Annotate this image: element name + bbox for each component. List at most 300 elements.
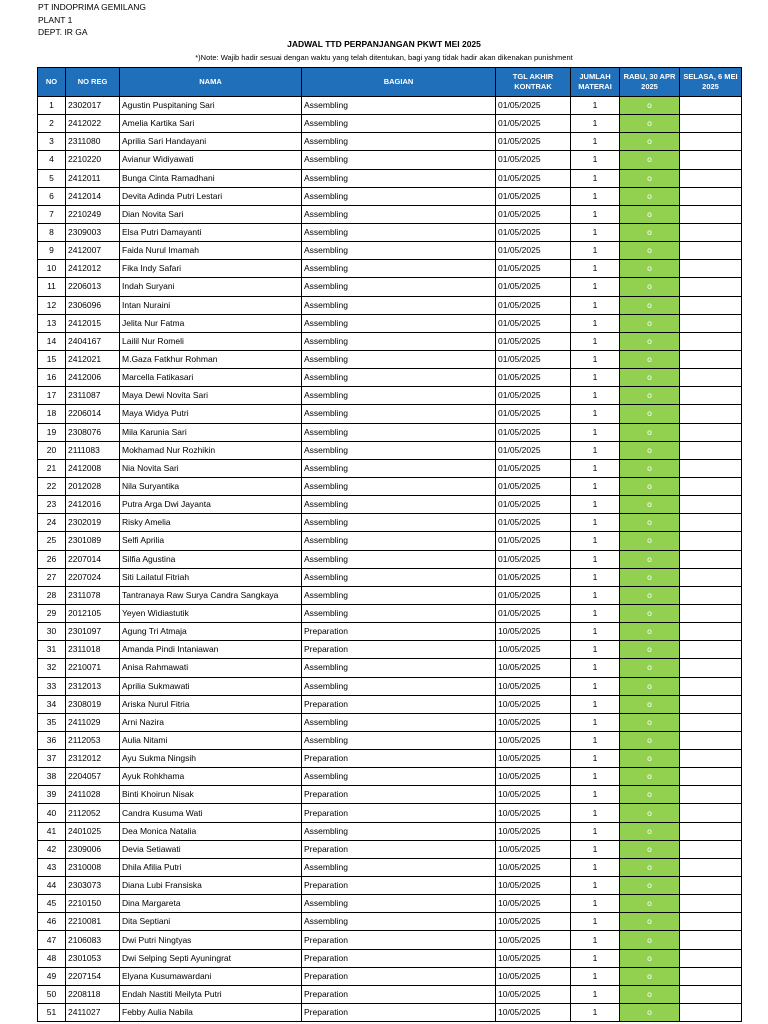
row-nama: Marcella Fatikasari [120,369,302,387]
row-jumlah-materai: 1 [571,514,620,532]
row-jumlah-materai: 1 [571,659,620,677]
row-selasa-cell [680,205,742,223]
row-selasa-cell [680,133,742,151]
row-no: 48 [38,949,66,967]
table-row [38,804,742,822]
row-no-reg: 2303073 [66,877,120,895]
row-jumlah-materai: 1 [571,532,620,550]
row-nama: Yeyen Widiastutik [120,604,302,622]
row-tgl-akhir-kontrak: 01/05/2025 [496,550,571,568]
row-bagian: Preparation [302,623,496,641]
row-nama: Aprilia Sukmawati [120,677,302,695]
row-tgl-akhir-kontrak: 10/05/2025 [496,822,571,840]
row-jumlah-materai: 1 [571,97,620,115]
row-bagian: Assembling [302,677,496,695]
row-nama: Avianur Widiyawati [120,151,302,169]
row-jumlah-materai: 1 [571,477,620,495]
row-no: 10 [38,260,66,278]
row-selasa-cell [680,568,742,586]
row-selasa-cell [680,97,742,115]
row-jumlah-materai: 1 [571,496,620,514]
row-nama: Devita Adinda Putri Lestari [120,187,302,205]
row-rabu-mark: o [620,550,680,568]
table-row [38,115,742,133]
row-nama: Risky Amelia [120,514,302,532]
row-no-reg: 2404167 [66,332,120,350]
row-rabu-mark: o [620,913,680,931]
row-selasa-cell [680,223,742,241]
row-nama: Arni Nazira [120,713,302,731]
row-tgl-akhir-kontrak: 01/05/2025 [496,405,571,423]
table-row [38,405,742,423]
row-rabu-mark: o [620,768,680,786]
row-jumlah-materai: 1 [571,786,620,804]
row-tgl-akhir-kontrak: 01/05/2025 [496,369,571,387]
row-rabu-mark: o [620,97,680,115]
row-no: 18 [38,405,66,423]
table-row [38,985,742,1003]
row-selasa-cell [680,713,742,731]
table-row [38,169,742,187]
row-bagian: Preparation [302,786,496,804]
row-jumlah-materai: 1 [571,750,620,768]
row-no: 6 [38,187,66,205]
row-tgl-akhir-kontrak: 10/05/2025 [496,1004,571,1022]
row-no-reg: 2207014 [66,550,120,568]
table-row [38,441,742,459]
row-no-reg: 2207154 [66,967,120,985]
row-no-reg: 2412012 [66,260,120,278]
table-row [38,858,742,876]
row-selasa-cell [680,750,742,768]
row-no-reg: 2411027 [66,1004,120,1022]
row-rabu-mark: o [620,314,680,332]
table-row [38,459,742,477]
row-no: 3 [38,133,66,151]
row-rabu-mark: o [620,695,680,713]
row-selasa-cell [680,604,742,622]
row-bagian: Assembling [302,387,496,405]
row-tgl-akhir-kontrak: 10/05/2025 [496,750,571,768]
row-no: 20 [38,441,66,459]
row-selasa-cell [680,586,742,604]
row-selasa-cell [680,768,742,786]
row-rabu-mark: o [620,1004,680,1022]
row-bagian: Assembling [302,768,496,786]
table-row [38,623,742,641]
table-row [38,314,742,332]
row-nama: Tantranaya Raw Surya Candra Sangkaya [120,586,302,604]
row-nama: Putra Arga Dwi Jayanta [120,496,302,514]
row-no: 47 [38,931,66,949]
table-row [38,677,742,695]
row-bagian: Preparation [302,931,496,949]
row-jumlah-materai: 1 [571,187,620,205]
row-tgl-akhir-kontrak: 01/05/2025 [496,332,571,350]
row-rabu-mark: o [620,604,680,622]
row-bagian: Assembling [302,350,496,368]
row-tgl-akhir-kontrak: 01/05/2025 [496,296,571,314]
row-no: 35 [38,713,66,731]
row-selasa-cell [680,858,742,876]
col-header-jumlah-materai: JUMLAH MATERAI [571,68,620,97]
row-nama: Ayu Sukma Ningsih [120,750,302,768]
row-selasa-cell [680,913,742,931]
row-no-reg: 2111083 [66,441,120,459]
row-jumlah-materai: 1 [571,278,620,296]
row-no-reg: 2210150 [66,895,120,913]
row-tgl-akhir-kontrak: 01/05/2025 [496,169,571,187]
row-jumlah-materai: 1 [571,623,620,641]
row-nama: Amelia Kartika Sari [120,115,302,133]
row-no-reg: 2411028 [66,786,120,804]
row-rabu-mark: o [620,115,680,133]
dept-label: DEPT. IR GA [38,27,88,37]
row-rabu-mark: o [620,532,680,550]
row-rabu-mark: o [620,641,680,659]
table-row [38,423,742,441]
row-no-reg: 2311018 [66,641,120,659]
row-tgl-akhir-kontrak: 01/05/2025 [496,568,571,586]
row-bagian: Assembling [302,314,496,332]
row-bagian: Assembling [302,659,496,677]
row-rabu-mark: o [620,623,680,641]
row-nama: Agung Tri Atmaja [120,623,302,641]
row-bagian: Assembling [302,713,496,731]
row-no-reg: 2207024 [66,568,120,586]
row-no-reg: 2412016 [66,496,120,514]
row-bagian: Assembling [302,822,496,840]
company-name: PT INDOPRIMA GEMILANG [38,2,147,12]
row-bagian: Preparation [302,985,496,1003]
row-jumlah-materai: 1 [571,804,620,822]
row-selasa-cell [680,423,742,441]
row-bagian: Assembling [302,187,496,205]
row-bagian: Assembling [302,296,496,314]
row-tgl-akhir-kontrak: 01/05/2025 [496,441,571,459]
row-jumlah-materai: 1 [571,205,620,223]
table-row [38,369,742,387]
table-row [38,260,742,278]
table-row [38,967,742,985]
row-rabu-mark: o [620,967,680,985]
row-nama: Indah Suryani [120,278,302,296]
row-nama: Nia Novita Sari [120,459,302,477]
row-selasa-cell [680,169,742,187]
row-tgl-akhir-kontrak: 10/05/2025 [496,877,571,895]
col-header-bagian: BAGIAN [302,68,496,97]
table-row [38,931,742,949]
row-no: 2 [38,115,66,133]
row-no: 16 [38,369,66,387]
row-no: 42 [38,840,66,858]
col-header-tgl-akhir-kontrak: TGL AKHIR KONTRAK [496,68,571,97]
row-nama: Dea Monica Natalia [120,822,302,840]
row-bagian: Assembling [302,731,496,749]
row-selasa-cell [680,405,742,423]
row-jumlah-materai: 1 [571,604,620,622]
row-jumlah-materai: 1 [571,586,620,604]
row-jumlah-materai: 1 [571,913,620,931]
row-tgl-akhir-kontrak: 10/05/2025 [496,623,571,641]
row-no-reg: 2106083 [66,931,120,949]
row-rabu-mark: o [620,786,680,804]
row-jumlah-materai: 1 [571,695,620,713]
row-tgl-akhir-kontrak: 10/05/2025 [496,895,571,913]
row-no-reg: 2311087 [66,387,120,405]
row-nama: Candra Kusuma Wati [120,804,302,822]
row-selasa-cell [680,695,742,713]
row-jumlah-materai: 1 [571,931,620,949]
row-rabu-mark: o [620,713,680,731]
row-selasa-cell [680,895,742,913]
row-jumlah-materai: 1 [571,296,620,314]
row-rabu-mark: o [620,369,680,387]
plant-label: PLANT 1 [38,14,73,25]
row-no: 9 [38,242,66,260]
row-tgl-akhir-kontrak: 10/05/2025 [496,840,571,858]
row-selasa-cell [680,260,742,278]
row-rabu-mark: o [620,242,680,260]
row-rabu-mark: o [620,895,680,913]
row-selasa-cell [680,278,742,296]
row-nama: Febby Aulia Nabila [120,1004,302,1022]
row-rabu-mark: o [620,677,680,695]
row-jumlah-materai: 1 [571,314,620,332]
row-jumlah-materai: 1 [571,713,620,731]
row-tgl-akhir-kontrak: 01/05/2025 [496,586,571,604]
col-header-selasa: SELASA, 6 MEI 2025 [680,68,742,97]
row-nama: Dina Margareta [120,895,302,913]
table-row [38,332,742,350]
col-header-no-reg: NO REG [66,68,120,97]
row-tgl-akhir-kontrak: 01/05/2025 [496,97,571,115]
row-nama: Dita Septiani [120,913,302,931]
row-nama: Elyana Kusumawardani [120,967,302,985]
row-no-reg: 2012105 [66,604,120,622]
table-row [38,568,742,586]
row-tgl-akhir-kontrak: 10/05/2025 [496,949,571,967]
row-tgl-akhir-kontrak: 01/05/2025 [496,314,571,332]
table-row [38,223,742,241]
row-no-reg: 2412014 [66,187,120,205]
row-nama: Dwi Selping Septi Ayuningrat [120,949,302,967]
row-jumlah-materai: 1 [571,387,620,405]
row-selasa-cell [680,840,742,858]
row-selasa-cell [680,115,742,133]
row-jumlah-materai: 1 [571,260,620,278]
row-no: 8 [38,223,66,241]
table-row [38,586,742,604]
table-row [38,695,742,713]
row-no-reg: 2112053 [66,731,120,749]
row-no-reg: 2210220 [66,151,120,169]
table-row [38,205,742,223]
row-no: 32 [38,659,66,677]
row-no-reg: 2308019 [66,695,120,713]
row-rabu-mark: o [620,459,680,477]
row-bagian: Assembling [302,423,496,441]
row-selasa-cell [680,931,742,949]
row-tgl-akhir-kontrak: 01/05/2025 [496,350,571,368]
row-bagian: Assembling [302,858,496,876]
row-no: 44 [38,877,66,895]
row-tgl-akhir-kontrak: 01/05/2025 [496,387,571,405]
table-row [38,768,742,786]
row-no: 30 [38,623,66,641]
row-nama: Ariska Nurul Fitria [120,695,302,713]
row-nama: Lailil Nur Romeli [120,332,302,350]
row-nama: Endah Nastiti Meilyta Putri [120,985,302,1003]
row-nama: Mila Karunia Sari [120,423,302,441]
row-no: 34 [38,695,66,713]
row-rabu-mark: o [620,169,680,187]
table-row [38,949,742,967]
row-selasa-cell [680,786,742,804]
row-bagian: Assembling [302,151,496,169]
row-nama: Amanda Pindi Intaniawan [120,641,302,659]
row-nama: Ayuk Rohkhama [120,768,302,786]
row-jumlah-materai: 1 [571,332,620,350]
row-no: 1 [38,97,66,115]
row-bagian: Preparation [302,641,496,659]
row-rabu-mark: o [620,441,680,459]
row-no: 31 [38,641,66,659]
row-no: 24 [38,514,66,532]
row-tgl-akhir-kontrak: 10/05/2025 [496,731,571,749]
row-bagian: Assembling [302,441,496,459]
row-selasa-cell [680,804,742,822]
row-nama: Fika Indy Safari [120,260,302,278]
table-row [38,750,742,768]
row-rabu-mark: o [620,496,680,514]
row-tgl-akhir-kontrak: 01/05/2025 [496,514,571,532]
row-bagian: Assembling [302,913,496,931]
row-selasa-cell [680,496,742,514]
row-no: 36 [38,731,66,749]
table-row [38,786,742,804]
table-row [38,1004,742,1022]
row-nama: Dwi Putri Ningtyas [120,931,302,949]
row-no: 19 [38,423,66,441]
table-row [38,350,742,368]
row-bagian: Assembling [302,115,496,133]
row-rabu-mark: o [620,423,680,441]
row-tgl-akhir-kontrak: 10/05/2025 [496,985,571,1003]
row-tgl-akhir-kontrak: 01/05/2025 [496,260,571,278]
row-rabu-mark: o [620,332,680,350]
row-jumlah-materai: 1 [571,1004,620,1022]
table-row [38,97,742,115]
row-no: 7 [38,205,66,223]
row-rabu-mark: o [620,223,680,241]
row-jumlah-materai: 1 [571,115,620,133]
row-rabu-mark: o [620,858,680,876]
row-rabu-mark: o [620,822,680,840]
table-row [38,895,742,913]
page-title: JADWAL TTD PERPANJANGAN PKWT MEI 2025 [287,39,481,49]
row-no-reg: 2412015 [66,314,120,332]
row-no-reg: 2308076 [66,423,120,441]
row-rabu-mark: o [620,387,680,405]
row-no: 39 [38,786,66,804]
row-no-reg: 2301097 [66,623,120,641]
row-rabu-mark: o [620,187,680,205]
table-row [38,296,742,314]
row-tgl-akhir-kontrak: 10/05/2025 [496,931,571,949]
row-no-reg: 2206014 [66,405,120,423]
row-jumlah-materai: 1 [571,985,620,1003]
row-selasa-cell [680,623,742,641]
table-row [38,278,742,296]
row-selasa-cell [680,949,742,967]
row-rabu-mark: o [620,877,680,895]
row-tgl-akhir-kontrak: 01/05/2025 [496,532,571,550]
row-no: 15 [38,350,66,368]
row-rabu-mark: o [620,350,680,368]
row-tgl-akhir-kontrak: 10/05/2025 [496,695,571,713]
row-nama: Diana Lubi Fransiska [120,877,302,895]
row-no: 28 [38,586,66,604]
row-selasa-cell [680,550,742,568]
row-no: 33 [38,677,66,695]
row-selasa-cell [680,641,742,659]
row-no-reg: 2309003 [66,223,120,241]
table-row [38,550,742,568]
row-bagian: Preparation [302,877,496,895]
row-no-reg: 2412007 [66,242,120,260]
row-no-reg: 2210071 [66,659,120,677]
table-row [38,187,742,205]
row-no: 45 [38,895,66,913]
row-selasa-cell [680,387,742,405]
col-header-no: NO [38,68,66,97]
row-no-reg: 2311078 [66,586,120,604]
row-no-reg: 2301053 [66,949,120,967]
row-bagian: Assembling [302,514,496,532]
row-tgl-akhir-kontrak: 01/05/2025 [496,604,571,622]
row-tgl-akhir-kontrak: 10/05/2025 [496,786,571,804]
row-bagian: Assembling [302,369,496,387]
row-nama: Bunga Cinta Ramadhani [120,169,302,187]
row-jumlah-materai: 1 [571,423,620,441]
row-selasa-cell [680,877,742,895]
row-selasa-cell [680,514,742,532]
row-no-reg: 2312013 [66,677,120,695]
row-rabu-mark: o [620,405,680,423]
row-bagian: Assembling [302,223,496,241]
row-bagian: Assembling [302,332,496,350]
row-no-reg: 2412021 [66,350,120,368]
schedule-table [37,67,742,1022]
row-nama: Aprilia Sari Handayani [120,133,302,151]
row-nama: Siti Lailatul Fitriah [120,568,302,586]
row-jumlah-materai: 1 [571,731,620,749]
row-jumlah-materai: 1 [571,949,620,967]
row-no: 22 [38,477,66,495]
row-bagian: Preparation [302,840,496,858]
row-selasa-cell [680,659,742,677]
row-rabu-mark: o [620,731,680,749]
row-tgl-akhir-kontrak: 10/05/2025 [496,713,571,731]
row-jumlah-materai: 1 [571,441,620,459]
row-selasa-cell [680,441,742,459]
row-jumlah-materai: 1 [571,641,620,659]
row-nama: Devia Setiawati [120,840,302,858]
row-nama: Dhila Afilia Putri [120,858,302,876]
row-no-reg: 2208118 [66,985,120,1003]
table-row [38,151,742,169]
